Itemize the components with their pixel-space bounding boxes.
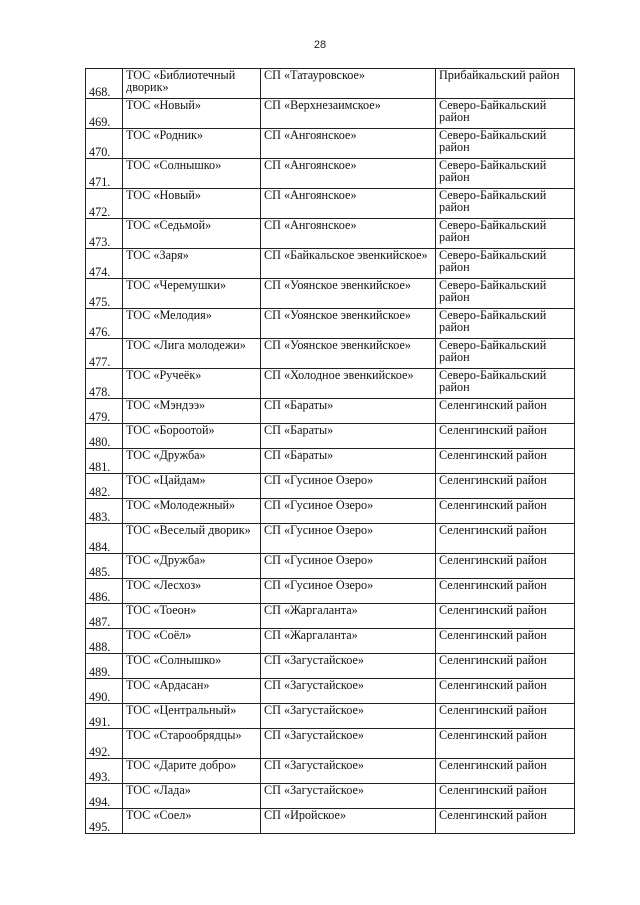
tos-name: ТОС «Ардасан» — [123, 679, 261, 704]
settlement-name: СП «Загустайское» — [261, 679, 436, 704]
tos-name: ТОС «Цайдам» — [123, 474, 261, 499]
table-row — [86, 679, 575, 704]
row-number: 482. — [86, 474, 123, 499]
table-row — [86, 604, 575, 629]
table-row — [86, 369, 575, 399]
row-number: 490. — [86, 679, 123, 704]
tos-name: ТОС «Дарите добро» — [123, 759, 261, 784]
district-name: Северо-Байкальский район — [436, 189, 575, 219]
row-number: 487. — [86, 604, 123, 629]
district-name: Селенгинский район — [436, 704, 575, 729]
settlement-name: СП «Гусиное Озеро» — [261, 554, 436, 579]
table-row — [86, 759, 575, 784]
table-row — [86, 579, 575, 604]
registry-table-body — [86, 69, 575, 834]
tos-name: ТОС «Соёл» — [123, 629, 261, 654]
tos-name: ТОС «Соел» — [123, 809, 261, 834]
district-name: Селенгинский район — [436, 499, 575, 524]
tos-name: ТОС «Солнышко» — [123, 159, 261, 189]
district-name: Селенгинский район — [436, 729, 575, 759]
tos-name: ТОС «Лига молодежи» — [123, 339, 261, 369]
settlement-name: СП «Уоянское эвенкийское» — [261, 339, 436, 369]
row-number: 475. — [86, 279, 123, 309]
district-name: Селенгинский район — [436, 449, 575, 474]
settlement-name: СП «Уоянское эвенкийское» — [261, 279, 436, 309]
settlement-name: СП «Ангоянское» — [261, 189, 436, 219]
district-name: Селенгинский район — [436, 809, 575, 834]
settlement-name: СП «Гусиное Озеро» — [261, 524, 436, 554]
settlement-name: СП «Бараты» — [261, 449, 436, 474]
row-number: 479. — [86, 399, 123, 424]
row-number: 477. — [86, 339, 123, 369]
settlement-name: СП «Байкальское эвенкийское» — [261, 249, 436, 279]
settlement-name: СП «Верхнезаимское» — [261, 99, 436, 129]
district-name: Северо-Байкальский район — [436, 249, 575, 279]
table-row — [86, 99, 575, 129]
table-row — [86, 809, 575, 834]
row-number: 474. — [86, 249, 123, 279]
row-number: 481. — [86, 449, 123, 474]
tos-name: ТОС «Новый» — [123, 99, 261, 129]
row-number: 492. — [86, 729, 123, 759]
district-name: Селенгинский район — [436, 654, 575, 679]
tos-name: ТОС «Ручеёк» — [123, 369, 261, 399]
row-number: 484. — [86, 524, 123, 554]
district-name: Селенгинский район — [436, 679, 575, 704]
settlement-name: СП «Бараты» — [261, 399, 436, 424]
settlement-name: СП «Татауровское» — [261, 69, 436, 99]
settlement-name: СП «Загустайское» — [261, 704, 436, 729]
tos-name: ТОС «Мелодия» — [123, 309, 261, 339]
district-name: Селенгинский район — [436, 399, 575, 424]
district-name: Северо-Байкальский район — [436, 129, 575, 159]
tos-name: ТОС «Дружба» — [123, 554, 261, 579]
tos-name: ТОС «Родник» — [123, 129, 261, 159]
row-number: 471. — [86, 159, 123, 189]
page-number: 28 — [313, 39, 327, 51]
tos-name: ТОС «Молодежный» — [123, 499, 261, 524]
table-row — [86, 784, 575, 809]
district-name: Северо-Байкальский район — [436, 369, 575, 399]
district-name: Селенгинский район — [436, 554, 575, 579]
row-number: 494. — [86, 784, 123, 809]
settlement-name: СП «Жаргаланта» — [261, 604, 436, 629]
tos-name: ТОС «Веселый дворик» — [123, 524, 261, 554]
settlement-name: СП «Иройское» — [261, 809, 436, 834]
table-row — [86, 219, 575, 249]
settlement-name: СП «Загустайское» — [261, 729, 436, 759]
row-number: 489. — [86, 654, 123, 679]
row-number: 473. — [86, 219, 123, 249]
district-name: Селенгинский район — [436, 424, 575, 449]
settlement-name: СП «Жаргаланта» — [261, 629, 436, 654]
tos-name: ТОС «Тоеон» — [123, 604, 261, 629]
tos-name: ТОС «Седьмой» — [123, 219, 261, 249]
table-row — [86, 249, 575, 279]
registry-table — [85, 68, 575, 834]
district-name: Северо-Байкальский район — [436, 309, 575, 339]
settlement-name: СП «Загустайское» — [261, 759, 436, 784]
row-number: 468. — [86, 69, 123, 99]
table-row — [86, 399, 575, 424]
table-row — [86, 159, 575, 189]
table-row — [86, 449, 575, 474]
settlement-name: СП «Гусиное Озеро» — [261, 579, 436, 604]
settlement-name: СП «Уоянское эвенкийское» — [261, 309, 436, 339]
tos-name: ТОС «Центральный» — [123, 704, 261, 729]
district-name: Селенгинский район — [436, 579, 575, 604]
tos-name: ТОС «Лесхоз» — [123, 579, 261, 604]
tos-name: ТОС «Солнышко» — [123, 654, 261, 679]
table-row — [86, 424, 575, 449]
tos-name: ТОС «Старообрядцы» — [123, 729, 261, 759]
settlement-name: СП «Ангоянское» — [261, 129, 436, 159]
table-row — [86, 474, 575, 499]
district-name: Северо-Байкальский район — [436, 219, 575, 249]
district-name: Селенгинский район — [436, 524, 575, 554]
table-row — [86, 554, 575, 579]
tos-name: ТОС «Новый» — [123, 189, 261, 219]
settlement-name: СП «Ангоянское» — [261, 219, 436, 249]
district-name: Селенгинский район — [436, 604, 575, 629]
tos-name: ТОС «Черемушки» — [123, 279, 261, 309]
tos-name: ТОС «Мэндээ» — [123, 399, 261, 424]
row-number: 478. — [86, 369, 123, 399]
district-name: Прибайкальский район — [436, 69, 575, 99]
tos-name: ТОС «Дружба» — [123, 449, 261, 474]
table-row — [86, 339, 575, 369]
row-number: 493. — [86, 759, 123, 784]
district-name: Селенгинский район — [436, 784, 575, 809]
settlement-name: СП «Загустайское» — [261, 654, 436, 679]
settlement-name: СП «Ангоянское» — [261, 159, 436, 189]
table-row — [86, 279, 575, 309]
row-number: 476. — [86, 309, 123, 339]
row-number: 483. — [86, 499, 123, 524]
tos-name: ТОС «Бороотой» — [123, 424, 261, 449]
settlement-name: СП «Гусиное Озеро» — [261, 499, 436, 524]
settlement-name: СП «Загустайское» — [261, 784, 436, 809]
district-name: Северо-Байкальский район — [436, 99, 575, 129]
row-number: 480. — [86, 424, 123, 449]
table-row — [86, 524, 575, 554]
row-number: 488. — [86, 629, 123, 654]
district-name: Селенгинский район — [436, 474, 575, 499]
row-number: 469. — [86, 99, 123, 129]
table-row — [86, 729, 575, 759]
district-name: Северо-Байкальский район — [436, 279, 575, 309]
table-row — [86, 654, 575, 679]
district-name: Северо-Байкальский район — [436, 339, 575, 369]
district-name: Селенгинский район — [436, 629, 575, 654]
table-row — [86, 704, 575, 729]
row-number: 486. — [86, 579, 123, 604]
settlement-name: СП «Холодное эвенкийское» — [261, 369, 436, 399]
row-number: 470. — [86, 129, 123, 159]
table-row — [86, 189, 575, 219]
tos-name: ТОС «Лада» — [123, 784, 261, 809]
tos-name: ТОС «Заря» — [123, 249, 261, 279]
table-row — [86, 129, 575, 159]
tos-name: ТОС «Библиотечный дворик» — [123, 69, 261, 99]
row-number: 485. — [86, 554, 123, 579]
table-row — [86, 69, 575, 99]
table-row — [86, 499, 575, 524]
row-number: 472. — [86, 189, 123, 219]
district-name: Селенгинский район — [436, 759, 575, 784]
settlement-name: СП «Бараты» — [261, 424, 436, 449]
district-name: Северо-Байкальский район — [436, 159, 575, 189]
table-row — [86, 309, 575, 339]
row-number: 491. — [86, 704, 123, 729]
row-number: 495. — [86, 809, 123, 834]
table-row — [86, 629, 575, 654]
settlement-name: СП «Гусиное Озеро» — [261, 474, 436, 499]
